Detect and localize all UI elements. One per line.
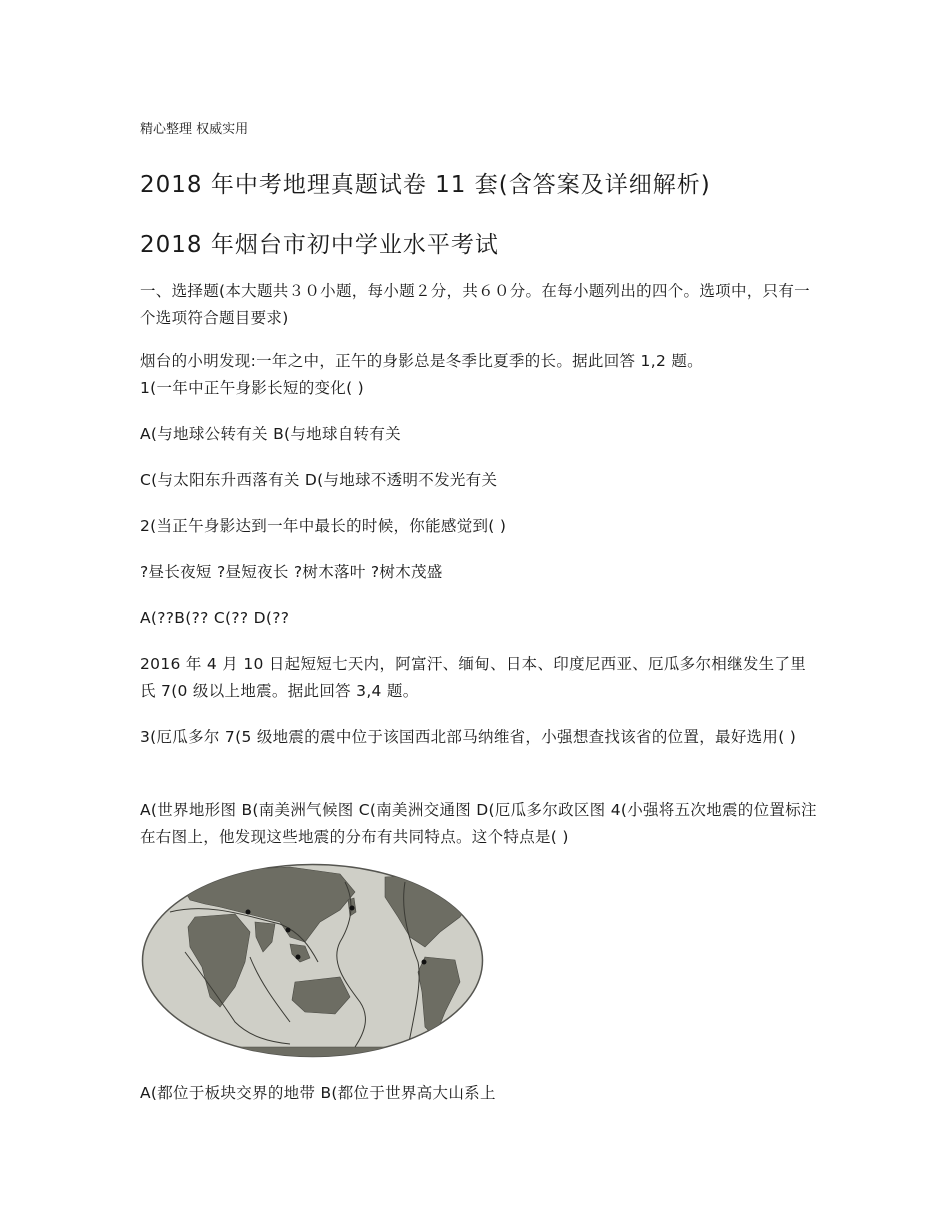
earthquake-marker-afghanistan [246,910,251,915]
earthquake-marker-ecuador [422,960,427,965]
question-intro-1-2: 烟台的小明发现:一年之中，正午的身影总是冬季比夏季的长。据此回答 1,2 题。 [140,352,703,370]
exam-subtitle: 2018 年烟台市初中学业水平考试 [140,232,499,258]
earthquake-marker-myanmar [286,928,291,933]
section-instructions: 一、选择题(本大题共３０小题，每小题２分，共６０分。在每小题列出的四个。选项中，只有一个选项符合题目要求) [140,282,810,327]
document-title: 2018 年中考地理真题试卷 11 套(含答案及详细解析) [140,172,711,198]
world-plate-map-figure [140,862,485,1059]
question-1-options-ab: A(与地球公转有关 B(与地球自转有关 [140,425,401,443]
earthquake-marker-japan [350,906,355,911]
question-2-statements: ?昼长夜短 ?昼短夜长 ?树木落叶 ?树木茂盛 [140,563,443,581]
header-note: 精心整理 权威实用 [140,122,249,137]
question-3-options-and-question-4: A(世界地形图 B(南美洲气候图 C(南美洲交通图 D(厄瓜多尔政区图 4(小强将五次地震的位置标注在右图上，他发现这些地震的分布有共同特点。这个特点是( ) [140,801,817,846]
question-4-options-ab: A(都位于板块交界的地带 B(都位于世界高大山系上 [140,1084,496,1102]
question-3: 3(厄瓜多尔 7(5 级地震的震中位于该国西北部马纳维省，小强想查找该省的位置，最好选用( ) [140,728,797,746]
question-2-options: A(??B(?? C(?? D(?? [140,609,290,627]
question-2: 2(当正午身影达到一年中最长的时候，你能感觉到( ) [140,517,507,535]
question-intro-3-4: 2016 年 4 月 10 日起短短七天内，阿富汗、缅甸、日本、印度尼西亚、厄瓜多尔相继发生了里氏 7(0 级以上地震。据此回答 3,4 题。 [140,655,807,700]
earthquake-marker-indonesia [296,955,301,960]
question-1: 1(一年中正午身影长短的变化( ) [140,379,365,397]
question-1-options-cd: C(与太阳东升西落有关 D(与地球不透明不发光有关 [140,471,498,489]
